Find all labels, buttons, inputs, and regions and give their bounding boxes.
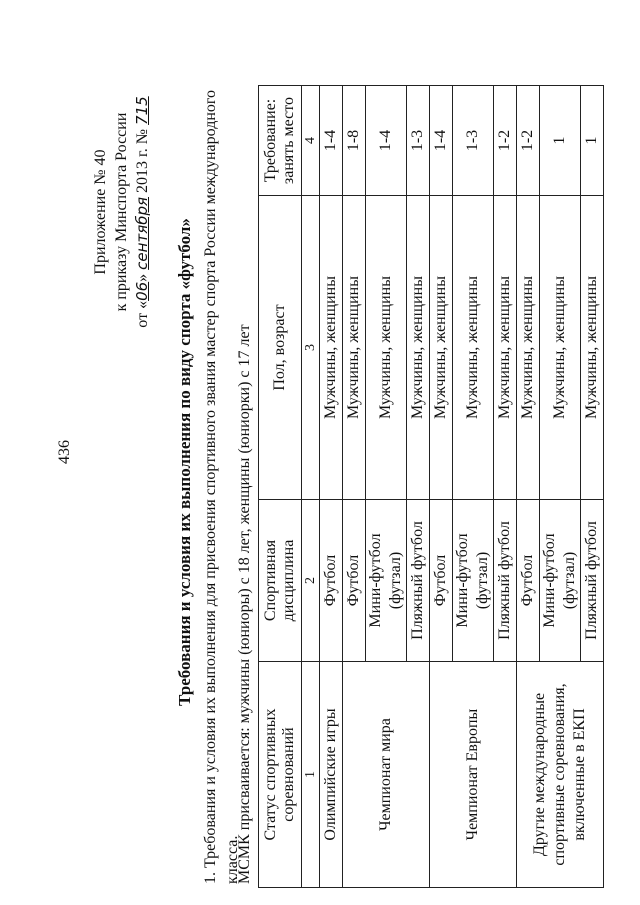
requirements-table bbox=[258, 85, 604, 888]
table-row bbox=[430, 86, 453, 888]
status-cell: Чемпионат мира bbox=[343, 662, 430, 888]
discipline-cell: Мини-футбол (футзал) bbox=[453, 500, 494, 662]
appendix-line-1: Приложение № 40 bbox=[92, 149, 109, 275]
gender-cell: Мужчины, женщины bbox=[320, 196, 343, 500]
discipline-cell: Футбол bbox=[430, 500, 453, 662]
table-caption: МСМК присваивается: мужчины (юниоры) с 18 лет, женщины (юниорки) с 17 лет bbox=[236, 324, 253, 884]
discipline-cell: Пляжный футбол bbox=[407, 500, 430, 662]
order-date-prefix: от « bbox=[134, 300, 151, 328]
page-number: 436 bbox=[56, 440, 73, 464]
place-cell: 1-4 bbox=[430, 86, 453, 196]
gender-cell: Мужчины, женщины bbox=[581, 196, 604, 500]
place-cell: 1-3 bbox=[407, 86, 430, 196]
order-number-handwritten: 715 bbox=[133, 96, 151, 125]
appendix-line-3 bbox=[132, 22, 153, 402]
discipline-cell: Футбол bbox=[517, 500, 540, 662]
place-cell: 1-2 bbox=[517, 86, 540, 196]
gender-cell: Мужчины, женщины bbox=[407, 196, 430, 500]
status-cell: Олимпийские игры bbox=[320, 662, 343, 888]
intro-paragraph: 1. Требования и условия их выполнения для присвоения спортивного звания мастер спорта России международного класса. bbox=[202, 89, 241, 884]
discipline-cell: Футбол bbox=[320, 500, 343, 662]
discipline-cell: Пляжный футбол bbox=[581, 500, 604, 662]
gender-cell: Мужчины, женщины bbox=[343, 196, 366, 500]
discipline-cell: Футбол bbox=[343, 500, 366, 662]
place-cell: 1-4 bbox=[366, 86, 407, 196]
gender-cell: Мужчины, женщины bbox=[366, 196, 407, 500]
column-number: 2 bbox=[302, 500, 320, 662]
place-cell: 1 bbox=[540, 86, 581, 196]
table-header-row bbox=[259, 86, 302, 888]
appendix-line-2: к приказу Минспорта России bbox=[113, 112, 130, 312]
place-cell: 1-2 bbox=[494, 86, 517, 196]
rotated-content bbox=[40, 2, 600, 902]
discipline-cell: Мини-футбол (футзал) bbox=[366, 500, 407, 662]
gender-cell: Мужчины, женщины bbox=[494, 196, 517, 500]
table-row bbox=[517, 86, 540, 888]
discipline-cell: Пляжный футбол bbox=[494, 500, 517, 662]
column-number: 1 bbox=[302, 662, 320, 888]
order-date-mid: » bbox=[134, 273, 151, 282]
order-day-handwritten: 06 bbox=[133, 281, 151, 301]
header-discipline: Спортивная дисциплина bbox=[259, 500, 302, 662]
gender-cell: Мужчины, женщины bbox=[430, 196, 453, 500]
table-row bbox=[343, 86, 366, 888]
table-row bbox=[320, 86, 343, 888]
gender-cell: Мужчины, женщины bbox=[540, 196, 581, 500]
header-status: Статус спортивных соревнований bbox=[259, 662, 302, 888]
gender-cell: Мужчины, женщины bbox=[453, 196, 494, 500]
column-number-row bbox=[302, 86, 320, 888]
order-month-handwritten: сентября bbox=[133, 196, 151, 270]
discipline-cell: Мини-футбол (футзал) bbox=[540, 500, 581, 662]
gender-cell: Мужчины, женщины bbox=[517, 196, 540, 500]
header-place: Требование: занять место bbox=[259, 86, 302, 196]
place-cell: 1-4 bbox=[320, 86, 343, 196]
place-cell: 1-3 bbox=[453, 86, 494, 196]
place-cell: 1 bbox=[581, 86, 604, 196]
column-number: 3 bbox=[302, 196, 320, 500]
status-cell: Чемпионат Европы bbox=[430, 662, 517, 888]
column-number: 4 bbox=[302, 86, 320, 196]
order-year: 2013 г. № bbox=[134, 128, 151, 193]
header-gender-age: Пол, возраст bbox=[259, 196, 302, 500]
document-title: Требования и условия их выполнения по виду спорта «футбол» bbox=[175, 218, 194, 706]
appendix-block bbox=[90, 22, 153, 402]
status-cell: Другие международные спортивные соревнования, включенные в ЕКП bbox=[517, 662, 604, 888]
place-cell: 1-8 bbox=[343, 86, 366, 196]
